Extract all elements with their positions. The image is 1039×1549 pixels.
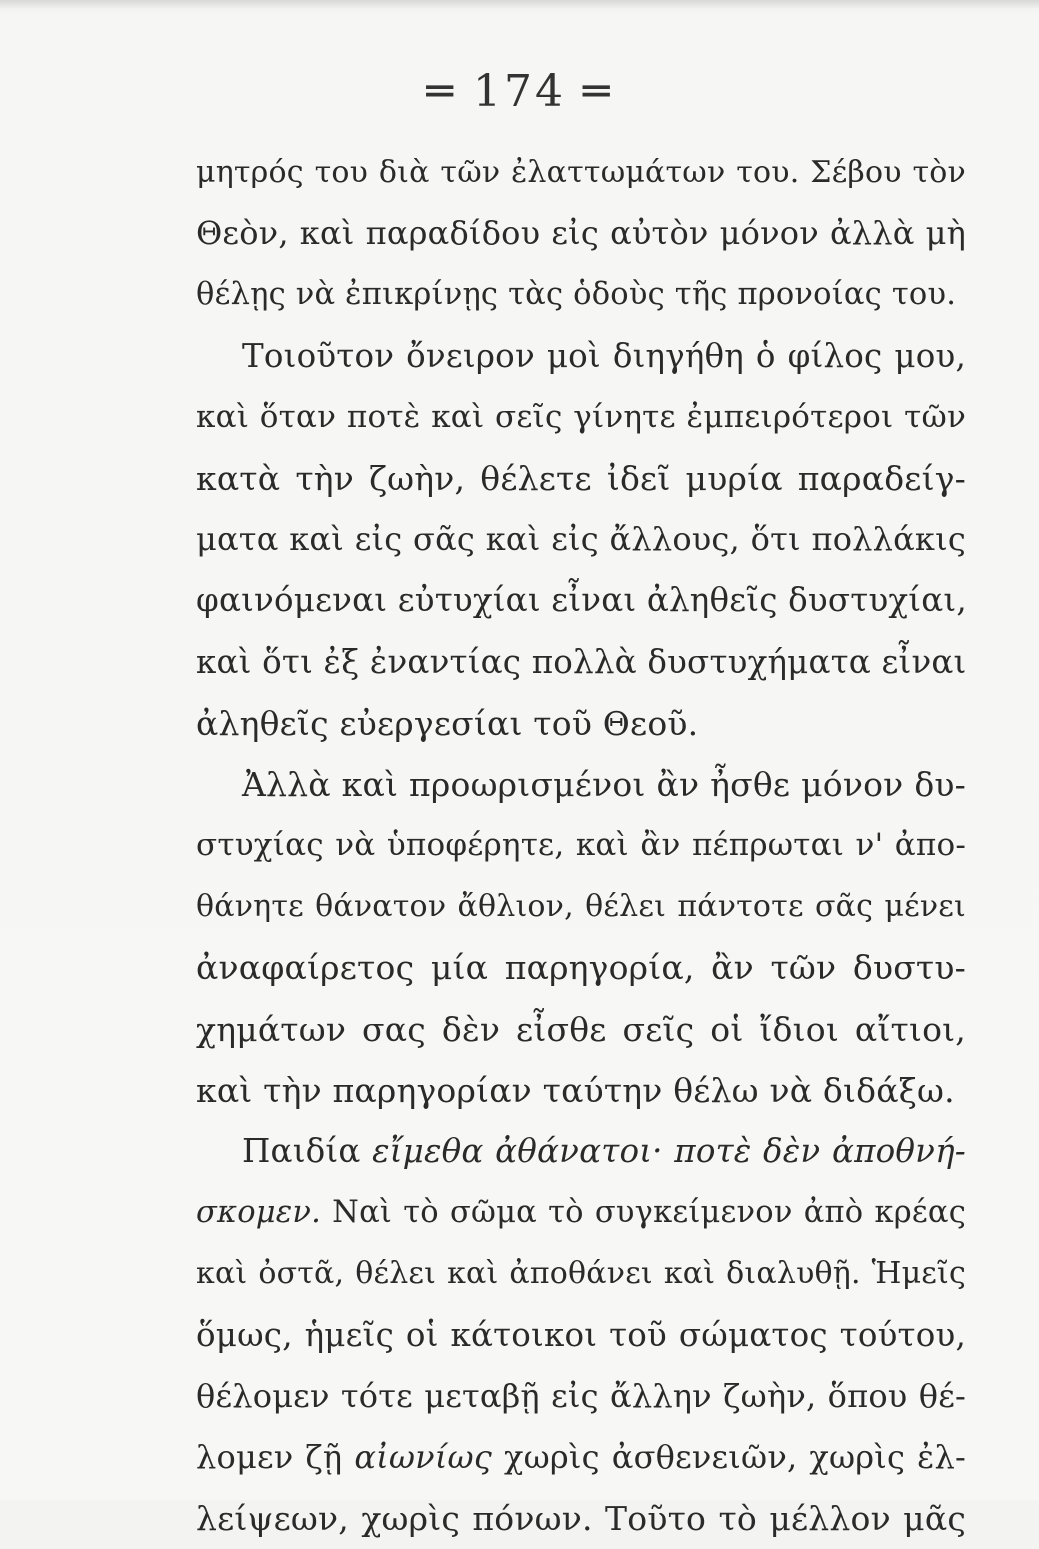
text-line-italic: σκομεν. xyxy=(196,1195,322,1231)
text-line xyxy=(196,754,966,815)
page-number: ═ 174 ═ xyxy=(426,66,613,117)
text-line xyxy=(196,876,966,937)
text-line-segment: ἀληθεῖς εὐεργεσίαι τοῦ Θεοῦ. xyxy=(196,703,699,743)
text-line-segment: Θεὸν, καὶ παραδίδου εἰς αὐτὸν μόνον ἀλλὰ μὴ xyxy=(196,214,966,253)
text-line xyxy=(196,264,966,325)
text-line xyxy=(196,448,966,509)
page-top-edge xyxy=(0,0,1039,8)
text-line-segment: Ναὶ τὸ σῶμα τὸ συγκείμενον ἀπὸ κρέας xyxy=(321,1195,966,1231)
text-line xyxy=(196,1305,966,1366)
text-line-italic: αἰωνίως xyxy=(354,1437,492,1476)
text-line-segment: φαινόμεναι εὐτυχίαι εἶναι ἀληθεῖς δυστυχίαι, xyxy=(196,581,967,620)
page-body-text xyxy=(196,142,966,1549)
text-line-segment: θέλομεν τότε μεταβῇ εἰς ἄλλην ζωὴν, ὅπου θέ- xyxy=(196,1376,966,1415)
text-line-segment: μητρός του διὰ τῶν ἐλαττωμάτων του. Σέβου τὸν xyxy=(196,155,966,190)
text-line-segment: στυχίας νὰ ὑποφέρητε, καὶ ἂν πέπρωται ν' ἀπο- xyxy=(196,827,966,864)
text-line xyxy=(196,1243,966,1304)
text-line-segment: ὅμως, ἡμεῖς οἱ κάτοικοι τοῦ σώματος τούτου, xyxy=(196,1315,966,1354)
text-line xyxy=(196,632,966,693)
text-line-segment: κατὰ τὴν ζωὴν, θέλετε ἰδεῖ μυρία παραδείγ- xyxy=(196,458,966,498)
text-line-segment: λείψεων, χωρὶς πόνων. Τοῦτο τὸ μέλλον μᾶς xyxy=(196,1499,966,1539)
text-line xyxy=(196,937,966,998)
text-line-segment: Ἀλλὰ καὶ προωρισμένοι ἂν ἦσθε μόνον δυ- xyxy=(242,764,966,804)
text-line xyxy=(196,142,966,203)
text-line xyxy=(196,203,966,264)
text-line-segment: χωρὶς ἀσθενειῶν, χωρὶς ἐλ- xyxy=(491,1437,966,1476)
text-line-segment: ἀναφαίρετος μία παρηγορία, ἂν τῶν δυστυ- xyxy=(196,948,966,988)
text-line-segment: χημάτων σας δὲν εἶσθε σεῖς οἱ ἴδιοι αἴτιοι, xyxy=(196,1009,966,1049)
text-line-italic: εἴμεθα ἀθάνατοι· ποτὲ δὲν ἀποθνή- xyxy=(372,1132,966,1170)
text-line xyxy=(196,570,966,631)
text-line-segment: Παιδία xyxy=(242,1132,373,1170)
text-line xyxy=(196,693,966,754)
text-line xyxy=(196,1182,966,1243)
text-line-segment: λομεν ζῇ xyxy=(196,1437,355,1476)
text-line xyxy=(196,1488,966,1549)
text-line xyxy=(196,509,966,570)
text-line-segment: ματα καὶ εἰς σᾶς καὶ εἰς ἄλλους, ὅτι πολλάκις xyxy=(196,520,966,559)
text-line xyxy=(196,387,966,448)
text-line xyxy=(196,1121,966,1182)
text-line xyxy=(196,999,966,1060)
text-line-segment: θέλῃς νὰ ἐπικρίνῃς τὰς ὁδοὺς τῆς προνοίας του. xyxy=(196,277,957,313)
text-line xyxy=(196,1366,966,1427)
text-line-segment: καὶ ὀστᾶ, θέλει καὶ ἀποθάνει καὶ διαλυθῇ. Ἡμεῖς xyxy=(196,1256,966,1292)
text-line xyxy=(196,815,966,876)
text-line xyxy=(196,1427,966,1488)
text-line-segment: θάνητε θάνατον ἄθλιον, θέλει πάντοτε σᾶς μένει xyxy=(196,889,966,925)
text-line xyxy=(196,326,966,387)
text-line-segment: καὶ ὅτι ἐξ ἐναντίας πολλὰ δυστυχήματα εἶναι xyxy=(196,642,967,681)
text-line xyxy=(196,1060,966,1121)
text-line-segment: καὶ τὴν παρηγορίαν ταύτην θέλω νὰ διδάξω. xyxy=(196,1070,955,1110)
text-line-segment: Τοιοῦτον ὄνειρον μοὶ διηγήθη ὁ φίλος μου, xyxy=(242,336,966,375)
text-line-segment: καὶ ὅταν ποτὲ καὶ σεῖς γίνητε ἐμπειρότεροι τῶν xyxy=(196,398,966,435)
